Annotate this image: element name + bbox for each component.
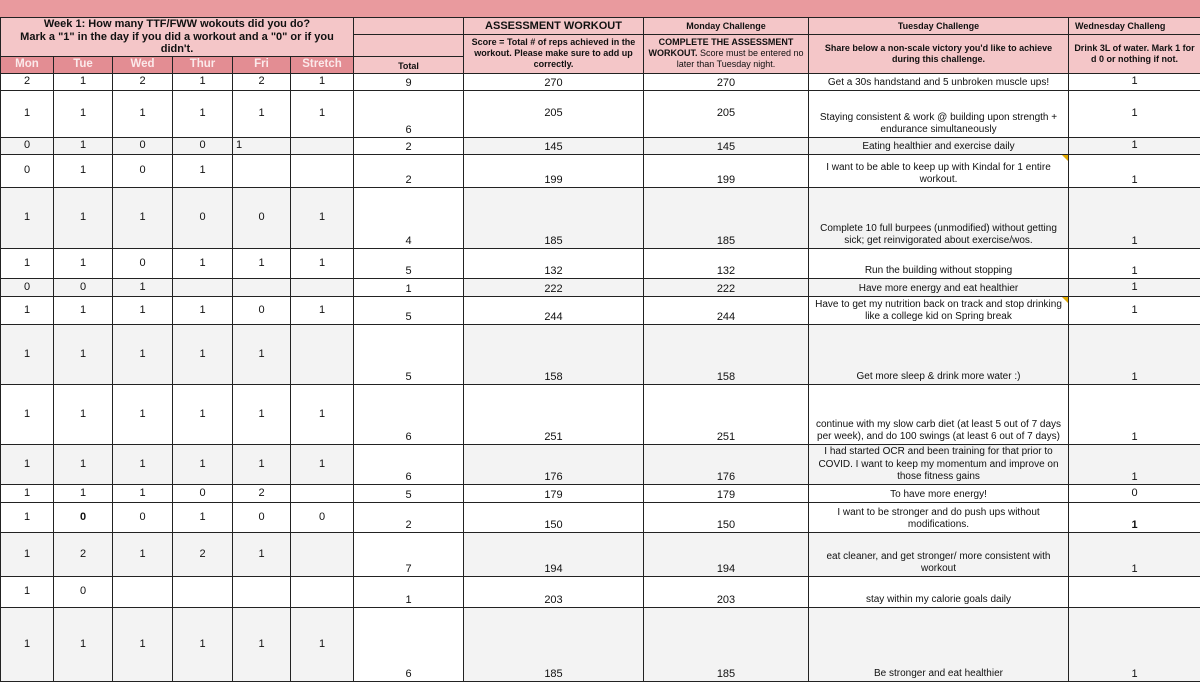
cell-tuesday-victory[interactable]: To have more energy! <box>809 484 1069 502</box>
cell-total[interactable]: 4 <box>354 187 464 248</box>
cell-tuesday-victory[interactable]: Get a 30s handstand and 5 unbroken muscle ups! <box>809 73 1069 90</box>
cell-thur[interactable] <box>173 278 233 296</box>
day-header-fri[interactable]: Fri <box>233 56 291 73</box>
cell-wednesday-water[interactable]: 1 <box>1069 278 1200 296</box>
cell-thur[interactable]: 0 <box>173 484 233 502</box>
cell-tue[interactable]: 1 <box>54 444 113 484</box>
cell-mon[interactable]: 1 <box>1 248 54 278</box>
monday-challenge-title[interactable]: Monday Challenge <box>644 18 809 35</box>
cell-stretch[interactable]: 1 <box>291 384 354 444</box>
cell-tue[interactable]: 1 <box>54 324 113 384</box>
cell-assessment-score[interactable]: 222 <box>464 278 644 296</box>
cell-thur[interactable]: 1 <box>173 324 233 384</box>
cell-thur[interactable]: 1 <box>173 384 233 444</box>
cell-wed[interactable]: 1 <box>113 484 173 502</box>
cell-thur[interactable]: 1 <box>173 444 233 484</box>
cell-wednesday-water[interactable]: 1 <box>1069 187 1200 248</box>
cell-tuesday-victory[interactable]: I want to be stronger and do push ups without modifications. <box>809 502 1069 532</box>
cell-tue[interactable]: 1 <box>54 248 113 278</box>
wednesday-challenge-title[interactable]: Wednesday Challeng <box>1069 18 1200 35</box>
cell-total[interactable]: 7 <box>354 532 464 576</box>
table-row <box>1 154 1200 187</box>
cell-assessment-score[interactable]: 270 <box>464 73 644 90</box>
cell-tuesday-victory[interactable]: I want to be able to keep up with Kindal for 1 entire workout. <box>809 154 1069 187</box>
cell-tuesday-victory[interactable]: continue with my slow carb diet (at least 5 out of 7 days per week), and do 100 swings (at least 6 out of 7 days) <box>809 384 1069 444</box>
cell-monday-score[interactable]: 132 <box>644 248 809 278</box>
cell-stretch[interactable]: 1 <box>291 607 354 681</box>
cell-monday-score[interactable]: 222 <box>644 278 809 296</box>
cell-thur[interactable]: 2 <box>173 532 233 576</box>
total-header-blank[interactable] <box>354 18 464 35</box>
cell-wednesday-water[interactable]: 1 <box>1069 248 1200 278</box>
cell-assessment-score[interactable]: 132 <box>464 248 644 278</box>
cell-tue[interactable]: 0 <box>54 502 113 532</box>
table-row <box>1 137 1200 154</box>
cell-assessment-score[interactable]: 145 <box>464 137 644 154</box>
cell-mon[interactable]: 0 <box>1 154 54 187</box>
cell-monday-score[interactable]: 251 <box>644 384 809 444</box>
table-row <box>1 532 1200 576</box>
total-header[interactable]: Total <box>354 56 464 73</box>
cell-wednesday-water[interactable]: 1 <box>1069 444 1200 484</box>
cell-fri[interactable]: 0 <box>233 187 291 248</box>
table-row <box>1 444 1200 484</box>
cell-tue[interactable]: 1 <box>54 607 113 681</box>
monday-challenge-desc[interactable] <box>644 35 809 74</box>
cell-assessment-score[interactable]: 179 <box>464 484 644 502</box>
cell-fri[interactable]: 0 <box>233 502 291 532</box>
cell-assessment-score[interactable]: 150 <box>464 502 644 532</box>
cell-mon[interactable]: 1 <box>1 576 54 607</box>
cell-wed[interactable] <box>113 576 173 607</box>
table-row <box>1 607 1200 681</box>
cell-monday-score[interactable]: 145 <box>644 137 809 154</box>
cell-thur[interactable] <box>173 576 233 607</box>
cell-stretch[interactable]: 0 <box>291 502 354 532</box>
cell-stretch[interactable]: 1 <box>291 444 354 484</box>
cell-thur[interactable]: 1 <box>173 607 233 681</box>
cell-tue[interactable]: 1 <box>54 73 113 90</box>
cell-wednesday-water[interactable]: 1 <box>1069 607 1200 681</box>
cell-wednesday-water[interactable] <box>1069 576 1200 607</box>
day-header-stretch[interactable]: Stretch <box>291 56 354 73</box>
cell-total[interactable]: 5 <box>354 324 464 384</box>
cell-assessment-score[interactable]: 203 <box>464 576 644 607</box>
cell-assessment-score[interactable]: 205 <box>464 90 644 137</box>
cell-mon[interactable]: 1 <box>1 384 54 444</box>
cell-stretch[interactable]: 1 <box>291 248 354 278</box>
cell-wed[interactable]: 1 <box>113 444 173 484</box>
cell-assessment-score[interactable]: 158 <box>464 324 644 384</box>
tuesday-challenge-desc[interactable]: Share below a non-scale victory you'd like to achieve during this challenge. <box>809 35 1069 74</box>
cell-mon[interactable]: 0 <box>1 278 54 296</box>
cell-tue[interactable]: 1 <box>54 187 113 248</box>
cell-tuesday-victory[interactable]: stay within my calorie goals daily <box>809 576 1069 607</box>
cell-mon[interactable]: 1 <box>1 502 54 532</box>
cell-tue[interactable]: 1 <box>54 154 113 187</box>
assessment-title[interactable]: ASSESSMENT WORKOUT <box>464 18 644 35</box>
cell-stretch[interactable]: 1 <box>291 296 354 324</box>
cell-tuesday-victory[interactable]: Have to get my nutrition back on track and stop drinking like a college kid on Spring break <box>809 296 1069 324</box>
cell-monday-score[interactable]: 270 <box>644 73 809 90</box>
cell-wednesday-water[interactable]: 1 <box>1069 154 1200 187</box>
day-header-mon[interactable]: Mon <box>1 56 54 73</box>
cell-stretch[interactable] <box>291 576 354 607</box>
cell-wednesday-water[interactable]: 1 <box>1069 73 1200 90</box>
day-header-wed[interactable]: Wed <box>113 56 173 73</box>
cell-assessment-score[interactable]: 244 <box>464 296 644 324</box>
cell-wednesday-water[interactable]: 1 <box>1069 384 1200 444</box>
day-header-tue[interactable]: Tue <box>54 56 113 73</box>
cell-wed[interactable]: 1 <box>113 607 173 681</box>
cell-thur[interactable]: 1 <box>173 90 233 137</box>
table-row <box>1 502 1200 532</box>
day-header-thur[interactable]: Thur <box>173 56 233 73</box>
cell-wednesday-water[interactable]: 1 <box>1069 137 1200 154</box>
table-row <box>1 296 1200 324</box>
cell-tue[interactable]: 1 <box>54 484 113 502</box>
cell-tuesday-victory[interactable]: I had started OCR and been training for that prior to COVID. I want to keep my momentum and improve on those fitness gains <box>809 444 1069 484</box>
cell-fri[interactable]: 1 <box>233 384 291 444</box>
cell-monday-score[interactable]: 194 <box>644 532 809 576</box>
cell-wed[interactable]: 0 <box>113 137 173 154</box>
cell-monday-score[interactable]: 185 <box>644 607 809 681</box>
cell-monday-score[interactable]: 203 <box>644 576 809 607</box>
cell-assessment-score[interactable]: 199 <box>464 154 644 187</box>
cell-total[interactable]: 5 <box>354 484 464 502</box>
cell-wednesday-water[interactable]: 1 <box>1069 532 1200 576</box>
cell-tuesday-victory[interactable]: Have more energy and eat healthier <box>809 278 1069 296</box>
table-row <box>1 73 1200 90</box>
cell-mon[interactable]: 1 <box>1 607 54 681</box>
cell-tuesday-victory[interactable]: eat cleaner, and get stronger/ more consistent with workout <box>809 532 1069 576</box>
cell-assessment-score[interactable]: 251 <box>464 384 644 444</box>
cell-tue[interactable]: 1 <box>54 90 113 137</box>
cell-tuesday-victory[interactable]: Be stronger and eat healthier <box>809 607 1069 681</box>
cell-tuesday-victory[interactable]: Get more sleep & drink more water :) <box>809 324 1069 384</box>
cell-wed[interactable]: 1 <box>113 324 173 384</box>
cell-thur[interactable]: 1 <box>173 248 233 278</box>
cell-wed[interactable]: 1 <box>113 187 173 248</box>
cell-monday-score[interactable]: 199 <box>644 154 809 187</box>
cell-fri[interactable]: 1 <box>233 137 291 154</box>
cell-total[interactable]: 1 <box>354 576 464 607</box>
cell-wednesday-water[interactable]: 1 <box>1069 324 1200 384</box>
sheet-top-band <box>0 0 1200 17</box>
cell-total[interactable]: 9 <box>354 73 464 90</box>
cell-total[interactable]: 5 <box>354 296 464 324</box>
cell-fri[interactable]: 2 <box>233 73 291 90</box>
cell-fri[interactable]: 1 <box>233 324 291 384</box>
cell-stretch[interactable] <box>291 324 354 384</box>
cell-assessment-score[interactable]: 176 <box>464 444 644 484</box>
cell-thur[interactable]: 1 <box>173 154 233 187</box>
cell-fri[interactable]: 1 <box>233 532 291 576</box>
cell-stretch[interactable] <box>291 278 354 296</box>
cell-fri[interactable]: 1 <box>233 444 291 484</box>
wednesday-challenge-desc[interactable]: Drink 3L of water. Mark 1 for d 0 or nothing if not. <box>1069 35 1200 74</box>
cell-stretch[interactable]: 1 <box>291 187 354 248</box>
cell-fri[interactable] <box>233 278 291 296</box>
cell-monday-score[interactable]: 205 <box>644 90 809 137</box>
cell-wednesday-water[interactable]: 1 <box>1069 296 1200 324</box>
cell-tuesday-victory[interactable]: Run the building without stopping <box>809 248 1069 278</box>
cell-monday-score[interactable]: 179 <box>644 484 809 502</box>
table-row <box>1 324 1200 384</box>
assessment-desc[interactable]: Score = Total # of reps achieved in the workout. Please make sure to add up correctly. <box>464 35 644 74</box>
cell-stretch[interactable]: 1 <box>291 90 354 137</box>
cell-stretch[interactable] <box>291 532 354 576</box>
cell-fri[interactable] <box>233 154 291 187</box>
cell-tue[interactable]: 1 <box>54 384 113 444</box>
table-row <box>1 576 1200 607</box>
cell-wed[interactable]: 0 <box>113 154 173 187</box>
cell-total[interactable]: 6 <box>354 607 464 681</box>
cell-total[interactable]: 2 <box>354 154 464 187</box>
cell-wed[interactable]: 1 <box>113 532 173 576</box>
cell-wednesday-water[interactable]: 1 <box>1069 502 1200 532</box>
cell-mon[interactable]: 1 <box>1 296 54 324</box>
monday-desc-bold: COMPLETE THE ASSESSMENT WORKOUT. <box>648 37 793 58</box>
cell-mon[interactable]: 1 <box>1 532 54 576</box>
cell-tue[interactable]: 1 <box>54 137 113 154</box>
cell-thur[interactable]: 1 <box>173 73 233 90</box>
table-row <box>1 278 1200 296</box>
cell-mon[interactable]: 1 <box>1 444 54 484</box>
cell-monday-score[interactable]: 244 <box>644 296 809 324</box>
cell-thur[interactable]: 0 <box>173 187 233 248</box>
table-row <box>1 90 1200 137</box>
week-title-cell[interactable] <box>1 18 354 57</box>
cell-tue[interactable]: 1 <box>54 296 113 324</box>
cell-monday-score[interactable]: 185 <box>644 187 809 248</box>
cell-wednesday-water[interactable]: 1 <box>1069 90 1200 137</box>
cell-assessment-score[interactable]: 185 <box>464 187 644 248</box>
cell-mon[interactable]: 1 <box>1 187 54 248</box>
cell-mon[interactable]: 1 <box>1 90 54 137</box>
cell-stretch[interactable] <box>291 484 354 502</box>
challenge-spreadsheet <box>0 17 1200 682</box>
cell-tue[interactable]: 2 <box>54 532 113 576</box>
cell-wed[interactable]: 0 <box>113 502 173 532</box>
cell-monday-score[interactable]: 158 <box>644 324 809 384</box>
cell-monday-score[interactable]: 150 <box>644 502 809 532</box>
cell-fri[interactable]: 1 <box>233 607 291 681</box>
cell-monday-score[interactable]: 176 <box>644 444 809 484</box>
monday-desc-text: Score must be entered no later than Tuesday night. <box>677 48 804 69</box>
cell-fri[interactable]: 2 <box>233 484 291 502</box>
tuesday-challenge-title[interactable]: Tuesday Challenge <box>809 18 1069 35</box>
table-row <box>1 384 1200 444</box>
cell-mon[interactable]: 2 <box>1 73 54 90</box>
cell-total[interactable]: 6 <box>354 384 464 444</box>
cell-mon[interactable]: 0 <box>1 137 54 154</box>
cell-stretch[interactable]: 1 <box>291 73 354 90</box>
cell-total[interactable]: 2 <box>354 137 464 154</box>
cell-total[interactable]: 2 <box>354 502 464 532</box>
cell-stretch[interactable] <box>291 137 354 154</box>
cell-total[interactable]: 6 <box>354 444 464 484</box>
cell-total[interactable]: 5 <box>354 248 464 278</box>
cell-wed[interactable]: 2 <box>113 73 173 90</box>
cell-thur[interactable]: 1 <box>173 296 233 324</box>
cell-thur[interactable]: 0 <box>173 137 233 154</box>
week-instructions: Mark a "1" in the day if you did a workout and a "0" or if you didn't. <box>20 31 334 56</box>
table-row <box>1 484 1200 502</box>
cell-tuesday-victory[interactable]: Complete 10 full burpees (unmodified) without getting sick; get reinvigorated about exercise/wos. <box>809 187 1069 248</box>
total-header-blank-2[interactable] <box>354 35 464 57</box>
cell-mon[interactable]: 1 <box>1 484 54 502</box>
cell-thur[interactable]: 1 <box>173 502 233 532</box>
cell-total[interactable]: 1 <box>354 278 464 296</box>
cell-wed[interactable]: 1 <box>113 278 173 296</box>
cell-stretch[interactable] <box>291 154 354 187</box>
cell-fri[interactable]: 0 <box>233 296 291 324</box>
cell-assessment-score[interactable]: 185 <box>464 607 644 681</box>
cell-fri[interactable]: 1 <box>233 90 291 137</box>
table-row <box>1 248 1200 278</box>
week-title: Week 1: How many TTF/FWW wokouts did you do? <box>44 18 310 30</box>
cell-wednesday-water[interactable]: 0 <box>1069 484 1200 502</box>
cell-tue[interactable]: 0 <box>54 576 113 607</box>
cell-tuesday-victory[interactable]: Staying consistent & work @ building upon strength + endurance simultaneously <box>809 90 1069 137</box>
cell-wed[interactable]: 1 <box>113 296 173 324</box>
cell-fri[interactable]: 1 <box>233 248 291 278</box>
table-row <box>1 187 1200 248</box>
cell-tue[interactable]: 0 <box>54 278 113 296</box>
cell-assessment-score[interactable]: 194 <box>464 532 644 576</box>
cell-total[interactable]: 6 <box>354 90 464 137</box>
cell-wed[interactable]: 0 <box>113 248 173 278</box>
cell-mon[interactable]: 1 <box>1 324 54 384</box>
cell-fri[interactable] <box>233 576 291 607</box>
cell-wed[interactable]: 1 <box>113 90 173 137</box>
cell-wed[interactable]: 1 <box>113 384 173 444</box>
cell-tuesday-victory[interactable]: Eating healthier and exercise daily <box>809 137 1069 154</box>
